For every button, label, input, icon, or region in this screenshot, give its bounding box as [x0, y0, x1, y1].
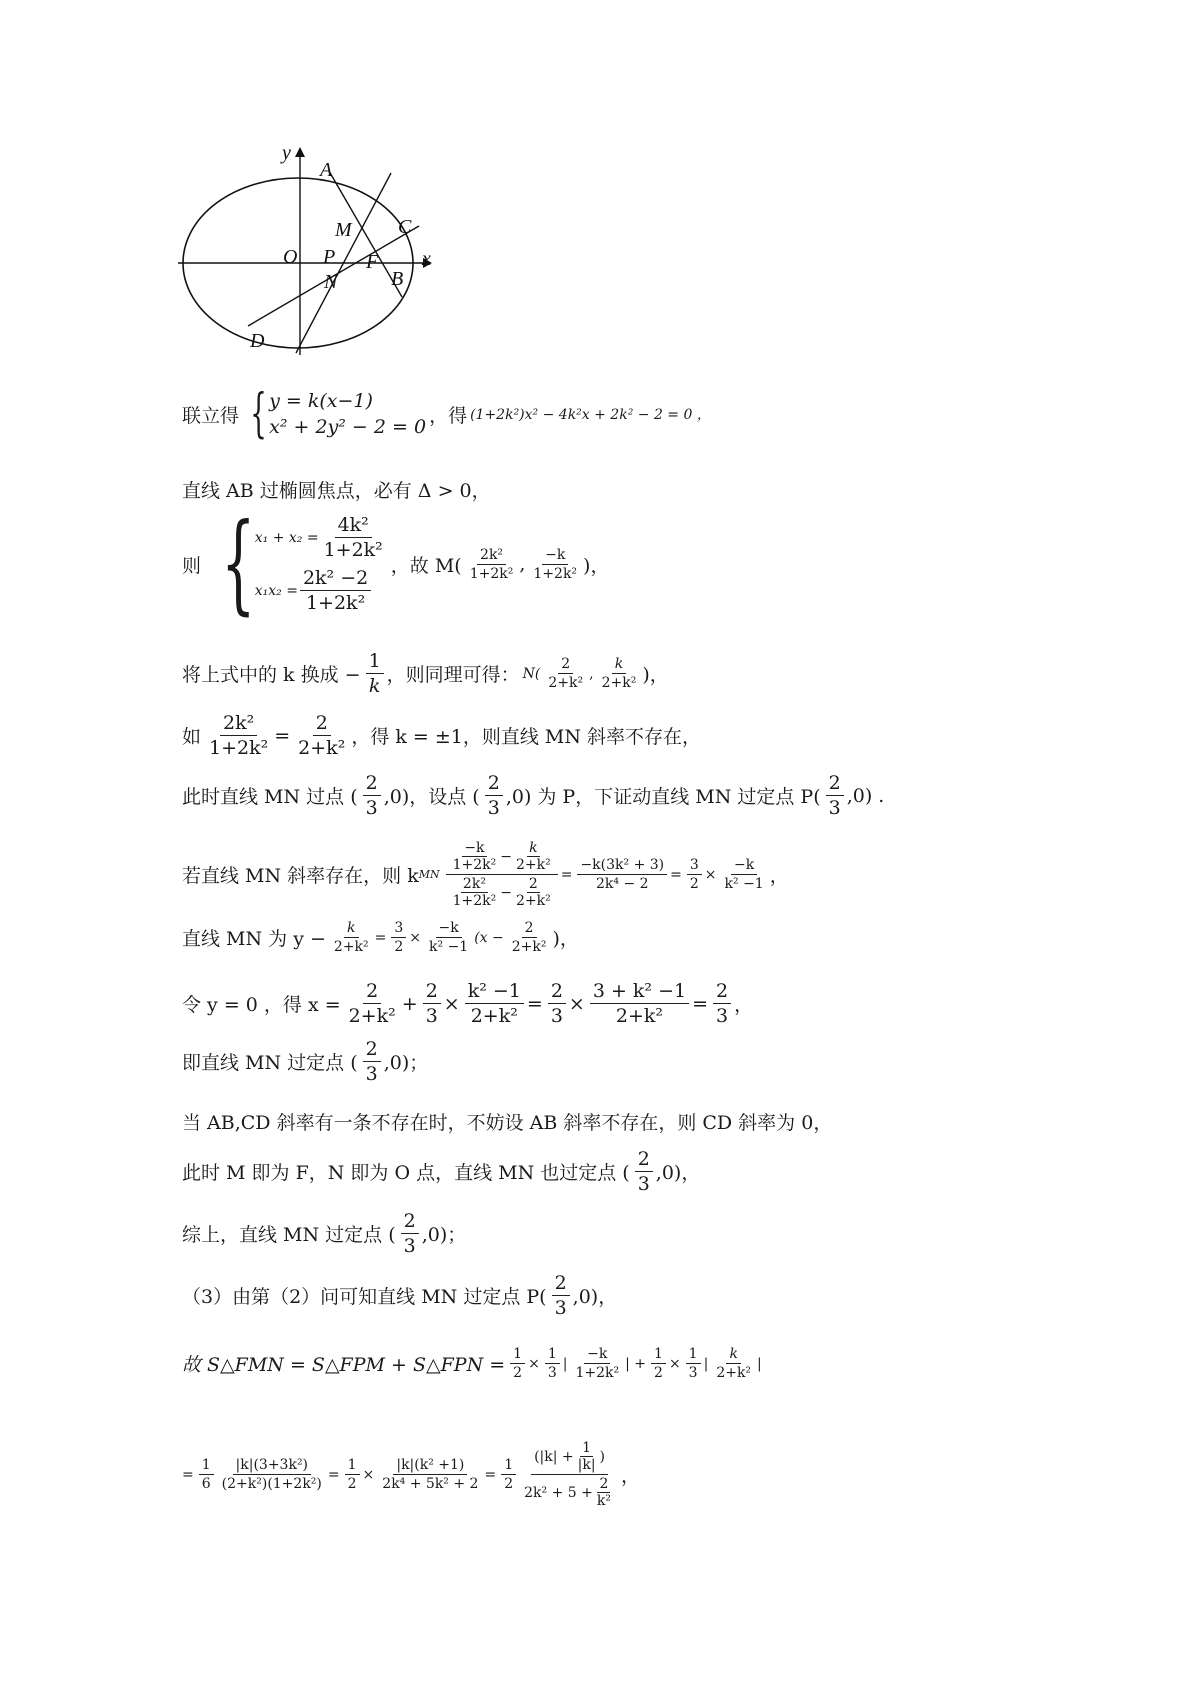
label-P: P	[323, 246, 336, 268]
l9-end: ，	[734, 994, 754, 1016]
l7-b2d: 2+k²	[515, 893, 551, 909]
line-2	[182, 476, 494, 503]
l15-abs2: |	[703, 1355, 709, 1372]
l7-sn: 3	[687, 857, 702, 875]
l15-abs1: |	[562, 1355, 568, 1372]
l8-ad: 2+k²	[333, 939, 369, 955]
l7-b1n: 2k²	[462, 876, 486, 892]
line-13	[182, 1210, 469, 1257]
line-8	[182, 920, 582, 955]
l6-f3d: 3	[828, 797, 841, 819]
l7-t2d: 2+k²	[515, 857, 551, 873]
l14-fn: 2	[552, 1272, 570, 1296]
l7-sub: MN	[418, 868, 440, 881]
l8-mid: (x −	[474, 929, 504, 946]
l4-n1d: 2+k²	[548, 675, 584, 691]
ellipse-figure	[178, 145, 438, 355]
label-D: D	[250, 330, 265, 352]
l16-eq2: =	[484, 1466, 497, 1483]
l5-pre: 如	[182, 726, 202, 748]
l16-fn-bn: 1	[582, 1440, 592, 1456]
l13-fn: 2	[401, 1210, 419, 1234]
l3-m1n: 2k²	[477, 547, 506, 565]
label-N: N	[324, 271, 338, 293]
l6-f1n: 2	[363, 772, 381, 796]
label-x: x	[422, 248, 431, 270]
l16-fd-bn: 2	[599, 1476, 609, 1492]
l9-dd: 3	[550, 1005, 563, 1027]
l15-bn: 1	[545, 1346, 560, 1364]
line-3: 则 { x₁ + x₂ = $\frac{\text{4k²}}{\text{1+2k²}}$ x₁x₂ = $\frac{\text{2k² −2}}{\text{1+2k²}}$ ，故 M( $\frac{\text{2k²}}{\text{1+2k²}}$ , $\frac{-k}{\text{1+2k²}}$ )，	[182, 501, 610, 626]
l1-eq2: x² + 2y² − 2 = 0	[269, 416, 427, 438]
l16-eq: =	[327, 1466, 340, 1483]
l7-t1n: −k	[464, 840, 485, 856]
l11: 当 AB,CD 斜率有一条不存在时，不妨设 AB 斜率不存在，则 CD 斜率为 0，	[182, 1112, 833, 1134]
l3-a-den: 1+2k²	[323, 539, 383, 561]
l8-dn: 2	[522, 920, 537, 938]
l15-an: 1	[510, 1346, 525, 1364]
l7-minus1: −	[500, 848, 512, 865]
l9-dn: 2	[548, 980, 566, 1004]
l16-fn-c: )	[599, 1448, 606, 1465]
l8-cd: k² −1	[429, 939, 469, 955]
l9-fd: 3	[716, 1005, 729, 1027]
line-14	[182, 1272, 620, 1319]
l4-n2d: 2+k²	[601, 675, 637, 691]
l16-cd: 2	[347, 1476, 357, 1492]
l8-dd: 2+k²	[511, 939, 547, 955]
l9-en: 3 + k² −1	[590, 980, 689, 1004]
l1-mid: ，得	[429, 404, 468, 427]
l4-N: N(	[522, 665, 541, 682]
l3-pre: 则	[182, 554, 202, 577]
line-16	[182, 1440, 643, 1509]
l1-eq1: y = k(x−1)	[269, 390, 373, 412]
l6-b: ,0)，设点 (	[383, 786, 480, 808]
label-M: M	[335, 219, 352, 241]
l8-times: ×	[409, 929, 422, 946]
l16-fd-a: 2k² + 5 +	[524, 1484, 593, 1501]
y-axis-arrow	[295, 147, 305, 157]
l10-end: ,0)；	[383, 1052, 429, 1074]
l14-fd: 3	[554, 1297, 567, 1319]
l5-bn: 2	[313, 712, 331, 736]
l9-eq2: =	[692, 992, 709, 1015]
l3-a-lhs: x₁ + x₂ =	[254, 529, 319, 546]
line-10	[182, 1038, 431, 1085]
l10-fd: 3	[365, 1063, 378, 1085]
l7-end: ，	[769, 865, 789, 887]
l9-an: 2	[363, 980, 381, 1004]
kmn-big-frac	[446, 840, 558, 909]
l3-b-lhs: x₁x₂ =	[254, 582, 298, 599]
l6-f1d: 3	[365, 797, 378, 819]
l7-rd: 2k⁴ − 2	[596, 876, 649, 892]
l9-plus: +	[401, 992, 418, 1015]
l15-mid: | +	[625, 1355, 647, 1372]
l7-pre: 若直线 MN 斜率存在，则 k	[182, 865, 419, 887]
l3-m1d: 1+2k²	[469, 565, 514, 582]
l7-t2n: k	[529, 840, 538, 856]
l16-ad: 6	[201, 1476, 211, 1492]
l15-en: 1	[686, 1346, 701, 1364]
l8-bn: 3	[391, 920, 406, 938]
l9-times2: ×	[568, 992, 585, 1015]
l3-m2d: 1+2k²	[533, 565, 578, 582]
l7-times: ×	[704, 866, 717, 883]
l9-pre: 令 y = 0 ，得 x =	[182, 994, 341, 1016]
l16-en: 1	[501, 1457, 516, 1475]
label-B: B	[391, 268, 404, 290]
l13-fd: 3	[403, 1235, 416, 1257]
l16-bn: |k|(3+3k²)	[233, 1457, 311, 1475]
l7-ud: k² −1	[724, 876, 764, 892]
label-F: F	[366, 251, 379, 273]
l8-pre: 直线 MN 为 y −	[182, 928, 326, 950]
l3-end: )，	[583, 554, 610, 577]
l1-pre: 联立得	[182, 404, 240, 427]
l4-pre: 将上式中的 k 换成 −	[182, 664, 361, 686]
line-5	[182, 712, 704, 759]
l4-n1n: 2	[558, 656, 573, 674]
l7-b2n: 2	[528, 876, 538, 892]
l7-eq2: =	[670, 866, 682, 883]
l2: 直线 AB 过椭圆焦点，必有 Δ > 0，	[182, 480, 491, 502]
l8-bd: 2	[394, 939, 404, 955]
l6-f2n: 2	[485, 772, 503, 796]
l3-a-num: 4k²	[335, 514, 372, 538]
l15-x1: ×	[528, 1355, 540, 1372]
l13-pre: 综上，直线 MN 过定点 (	[182, 1224, 396, 1246]
line-12	[182, 1148, 703, 1195]
l16-dn: |k|(k² +1)	[393, 1457, 467, 1475]
l16-cn: 1	[345, 1457, 360, 1475]
l16-bd: (2+k²)(1+2k²)	[221, 1476, 322, 1492]
l15-x2: ×	[668, 1355, 681, 1372]
l8-eq: =	[374, 929, 387, 946]
l7-b1d: 1+2k²	[452, 893, 497, 909]
l9-cn: k² −1	[465, 980, 524, 1004]
l10-fn: 2	[363, 1038, 381, 1062]
l6-f3n: 2	[826, 772, 844, 796]
l15-bd: 3	[547, 1365, 557, 1381]
l3-b-den: 1+2k²	[305, 592, 366, 614]
l16-an: 1	[199, 1457, 214, 1475]
l3-m2n: −k	[542, 547, 568, 565]
l14-pre: （3）由第（2）问可知直线 MN 过定点 P(	[182, 1286, 547, 1308]
l10-pre: 即直线 MN 过定点 (	[182, 1052, 358, 1074]
l6-c: ,0) 为 P，下证动直线 MN 过定点 P(	[505, 786, 821, 808]
line-1: 联立得 { y = k(x−1) x² + 2y² − 2 = 0 ，得 (1+2k²)x² − 4k²x + 2k² − 2 = 0 ，	[182, 384, 711, 444]
l9-fn: 2	[713, 980, 731, 1004]
l12-fn: 2	[635, 1148, 653, 1172]
l16-fd-bd: k²	[596, 1493, 611, 1509]
l8-an: k	[344, 920, 358, 938]
l14-end: ,0)，	[572, 1286, 618, 1308]
l7-minus2: −	[500, 884, 512, 901]
l4-comma: ,	[589, 665, 594, 682]
l4-fd: k	[368, 675, 381, 697]
l5-ad: 1+2k²	[209, 737, 269, 759]
label-C: C	[398, 216, 412, 238]
l15-ed: 3	[688, 1365, 698, 1381]
l16-times: ×	[362, 1466, 375, 1483]
l16-pre: =	[182, 1466, 194, 1483]
l3-b-num: 2k² −2	[300, 567, 371, 591]
l9-bd: 3	[425, 1005, 438, 1027]
l9-ed: 2+k²	[615, 1005, 664, 1027]
line-7	[182, 840, 792, 909]
l15-cn: −k	[584, 1346, 610, 1364]
l3-mid: ，故 M(	[390, 554, 462, 577]
l15-cd: 1+2k²	[575, 1365, 620, 1381]
line-9	[182, 980, 756, 1027]
label-A: A	[320, 159, 333, 181]
l16-dd: 2k⁴ + 5k² + 2	[382, 1476, 479, 1492]
l4-fn: 1	[366, 650, 384, 674]
l3-comma: ,	[519, 553, 526, 575]
l15-dn: 1	[651, 1346, 666, 1364]
l4-end: )，	[642, 664, 669, 686]
l15-fd: 2+k²	[716, 1365, 752, 1381]
l9-cd: 2+k²	[470, 1005, 518, 1027]
label-y: y	[282, 145, 291, 164]
label-O: O	[283, 246, 298, 268]
l9-times: ×	[443, 992, 460, 1015]
l7-t1d: 1+2k²	[452, 857, 497, 873]
l1-res: (1+2k²)x² − 4k²x + 2k² − 2 = 0 ，	[470, 407, 711, 423]
l4-mid: ，则同理可得：	[386, 664, 520, 686]
l15-pre: 故 S△FMN = S△FPM + S△FPN =	[182, 1354, 506, 1376]
l7-sd: 2	[689, 876, 699, 892]
l15-fn: k	[726, 1346, 740, 1364]
l16-big-frac	[521, 1440, 618, 1509]
line-6	[182, 772, 887, 819]
l16-fn-bd: |k|	[577, 1457, 596, 1473]
l15-ad: 2	[513, 1365, 523, 1381]
l8-end: )，	[552, 928, 579, 950]
l16-ed: 2	[504, 1476, 514, 1492]
l15-end: |	[757, 1355, 762, 1372]
l8-cn: −k	[436, 920, 462, 938]
l5-end: ，得 k = ±1，则直线 MN 斜率不存在，	[351, 726, 702, 748]
l5-eq: =	[274, 724, 291, 747]
l6-d: ,0) .	[846, 784, 885, 807]
l5-bd: 2+k²	[298, 737, 346, 759]
line-4	[182, 650, 672, 697]
l9-bn: 2	[423, 980, 441, 1004]
l7-eq: =	[560, 866, 573, 883]
l9-ad: 2+k²	[348, 1005, 396, 1027]
l13-end: ,0)；	[421, 1224, 467, 1246]
l7-rn: −k(3k² + 3)	[577, 857, 667, 875]
l12-fd: 3	[637, 1173, 650, 1195]
l15-dd: 2	[654, 1365, 663, 1381]
l12-pre: 此时 M 即为 F，N 即为 O 点，直线 MN 也过定点 (	[182, 1162, 630, 1184]
l5-an: 2k²	[220, 712, 257, 736]
l16-fn-a: (|k| +	[534, 1448, 574, 1465]
l7-un: −k	[731, 857, 757, 875]
l6-f2d: 3	[487, 797, 500, 819]
l4-n2n: k	[612, 656, 626, 674]
line-11	[182, 1108, 835, 1135]
l6-a: 此时直线 MN 过点 (	[182, 786, 358, 808]
l12-end: ,0)，	[655, 1162, 701, 1184]
line-15	[182, 1346, 765, 1381]
l9-eq: =	[526, 992, 543, 1015]
l16-end: ，	[620, 1465, 640, 1487]
